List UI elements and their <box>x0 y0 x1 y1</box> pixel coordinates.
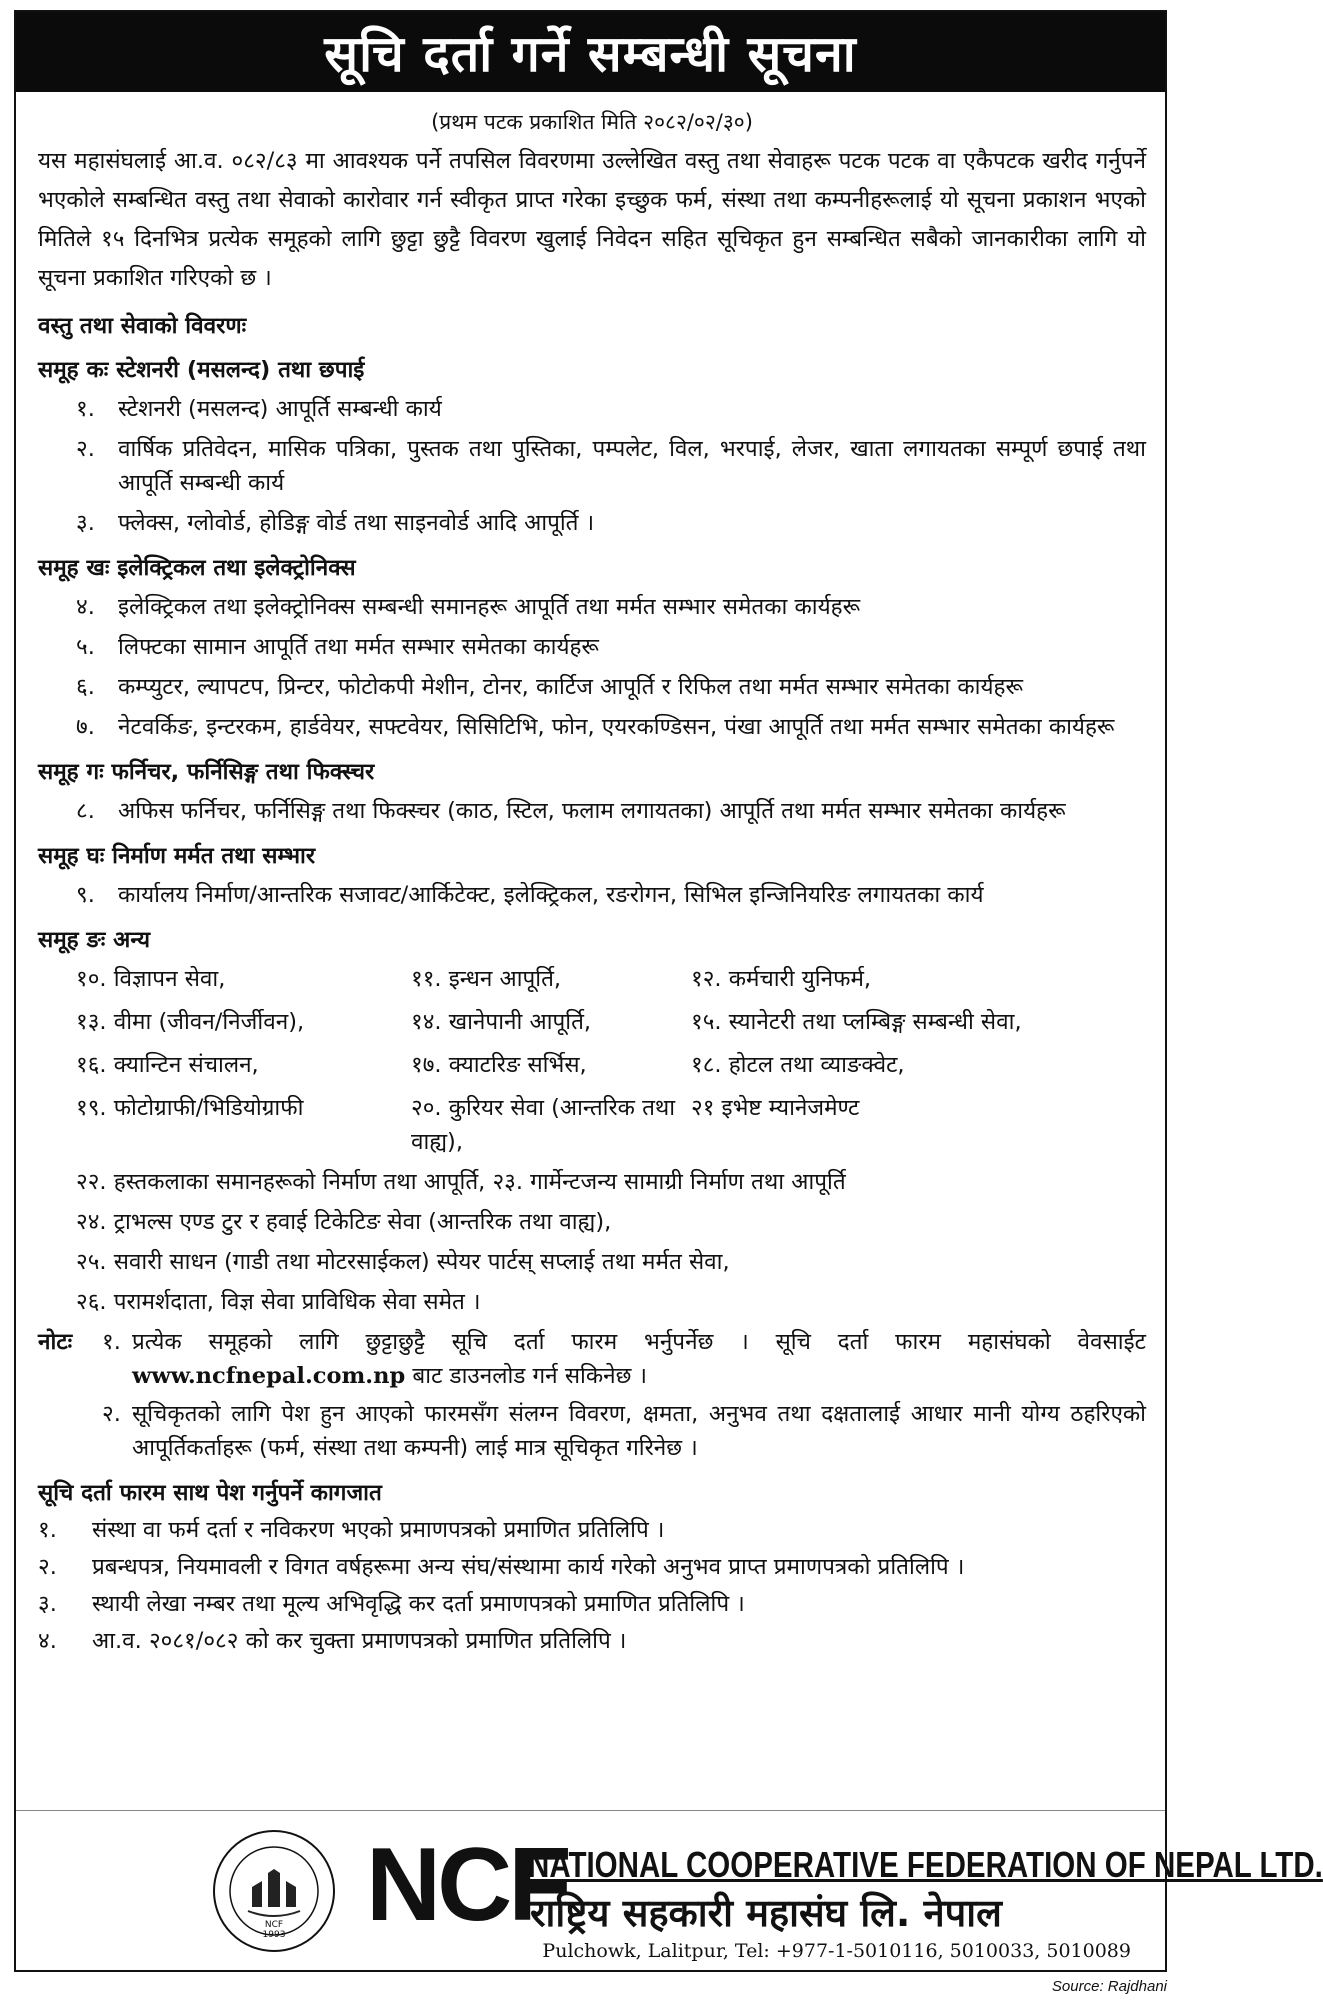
grid-item: १२. कर्मचारी युनिफर्म, <box>691 966 872 992</box>
item-number: ५. <box>76 634 95 660</box>
grid-item: १५. स्यानेटरी तथा प्लम्बिङ्ग सम्बन्धी सेवा, <box>691 1009 1022 1035</box>
group-e-row: २४. ट्राभल्स एण्ड टुर र हवाई टिकेटिङ सेवा (आन्तरिक तथा वाह्य), <box>76 1209 612 1235</box>
item-number: ८. <box>76 798 95 824</box>
grid-item: १८. होटल तथा व्याङक्वेट, <box>691 1052 905 1078</box>
website-link[interactable]: www.ncfnepal.com.np <box>132 1363 406 1389</box>
item-number: ९. <box>76 882 95 908</box>
item-text: अफिस फर्निचर, फर्निसिङ्ग तथा फिक्स्चर (काठ, स्टिल, फलाम लगायतका) आपूर्ति तथा मर्मत सम्भार समेतका कार्यहरू <box>118 798 1066 824</box>
list-item <box>38 506 1146 540</box>
item-text: लिफ्टका सामान आपूर्ति तथा मर्मत सम्भार समेतका कार्यहरू <box>118 634 599 660</box>
note-item <box>38 1397 1146 1465</box>
note-number: १. <box>102 1329 121 1355</box>
item-text: इलेक्ट्रिकल तथा इलेक्ट्रोनिक्स सम्बन्धी समानहरू आपूर्ति तथा मर्मत सम्भार समेतका कार्यहरू <box>118 594 861 620</box>
notice-frame <box>14 10 1323 1972</box>
organization-footer <box>16 1810 1323 1971</box>
grid-item: २१ इभेष्ट म्यानेजमेण्ट <box>691 1095 860 1121</box>
note-label: नोटः <box>38 1329 73 1355</box>
group-e-row: २६. परामर्शदाता, विज्ञ सेवा प्राविधिक सेवा समेत । <box>76 1289 481 1315</box>
item-number: १. <box>38 1517 57 1543</box>
list-item <box>38 670 1146 704</box>
document-item <box>38 1550 1146 1584</box>
grid-item: १६. क्यान्टिन संचालन, <box>76 1052 259 1078</box>
list-item <box>38 392 1146 426</box>
group-b-heading: समूह खः इलेक्ट्रिकल तथा इलेक्ट्रोनिक्स <box>38 555 356 581</box>
item-text: स्टेशनरी (मसलन्द) आपूर्ति सम्बन्धी कार्य <box>118 396 442 422</box>
grid-item: १७. क्याटरिङ सर्भिस, <box>411 1052 587 1078</box>
organization-name-english: NATIONAL COOPERATIVE FEDERATION OF NEPAL LTD. <box>528 1844 1323 1885</box>
notice-title: सूचि दर्ता गर्ने सम्बन्धी सूचना <box>16 12 1165 92</box>
note-number: २. <box>102 1401 121 1427</box>
note-text: सूचिकृतको लागि पेश हुन आएको फारमसँग संलग्न विवरण, क्षमता, अनुभव तथा दक्षतालाई आधार मानी योग्य ठहरिएको आपूर्तिकर्ताहरू (फर्म, संस्था तथा कम्पनी) लाई मात्र सूचिकृत गरिनेछ । <box>132 1401 1146 1461</box>
list-item <box>38 590 1146 624</box>
item-number: २. <box>76 436 95 462</box>
list-item <box>38 432 1146 500</box>
grid-item: १३. वीमा (जीवन/निर्जीवन), <box>76 1009 305 1035</box>
item-text: वार्षिक प्रतिवेदन, मासिक पत्रिका, पुस्तक तथा पुस्तिका, पम्पलेट, विल, भरपाई, लेजर, खाता लगायतका सम्पूर्ण छपाई तथा आपूर्ति सम्बन्धी कार्य <box>118 436 1146 496</box>
item-number: २. <box>38 1554 57 1580</box>
group-d-heading: समूह घः निर्माण मर्मत तथा सम्भार <box>38 843 316 869</box>
note-text-tail: बाट डाउनलोड गर्न सकिनेछ । <box>412 1363 648 1389</box>
document-item <box>38 1624 1146 1658</box>
note-section <box>38 1325 1146 1465</box>
group-e-row: २२. हस्तकलाका समानहरूको निर्माण तथा आपूर्ति, २३. गार्मेन्टजन्य सामाग्री निर्माण तथा आपूर्ति <box>76 1169 846 1195</box>
grid-item: १०. विज्ञापन सेवा, <box>76 966 226 992</box>
seal-year-text: 1993 <box>262 1930 286 1940</box>
item-text: संस्था वा फर्म दर्ता र नविकरण भएको प्रमाणपत्रको प्रमाणित प्रतिलिपि । <box>92 1517 665 1543</box>
group-e-row: २५. सवारी साधन (गाडी तथा मोटरसाईकल) स्पेयर पार्टस् सप्लाई तथा मर्मत सेवा, <box>76 1249 730 1275</box>
item-number: ४. <box>38 1628 57 1654</box>
ncf-seal-logo <box>212 1829 336 1953</box>
item-number: ३. <box>76 510 95 536</box>
item-text: आ.व. २०८१/०८२ को कर चुक्ता प्रमाणपत्रको प्रमाणित प्रतिलिपि । <box>92 1628 627 1654</box>
item-text: नेटवर्किङ, इन्टरकम, हार्डवेयर, सफ्टवेयर, सिसिटिभि, फोन, एयरकण्डिसन, पंखा आपूर्ति तथा मर्मत सम्भार समेतका कार्यहरू <box>118 714 1115 740</box>
notice-content <box>38 104 1146 1661</box>
goods-heading: वस्तु तथा सेवाको विवरणः <box>38 313 247 339</box>
list-item <box>38 630 1146 664</box>
grid-item: ११. इन्धन आपूर्ति, <box>411 966 562 992</box>
grid-item: १९. फोटोग्राफी/भिडियोग्राफी <box>76 1095 304 1121</box>
item-text: कम्प्युटर, ल्यापटप, प्रिन्टर, फोटोकपी मेशीन, टोनर, कार्टिज आपूर्ति र रिफिल तथा मर्मत सम्भार समेतका कार्यहरू <box>118 674 1023 700</box>
documents-heading: सूचि दर्ता फारम साथ पेश गर्नुपर्ने कागजात <box>38 1480 382 1506</box>
organization-name-nepali: राष्ट्रिय सहकारी महासंघ लि. नेपाल <box>530 1891 1002 1935</box>
group-c-heading: समूह गः फर्निचर, फर्निसिङ्ग तथा फिक्स्चर <box>38 759 375 785</box>
item-text: कार्यालय निर्माण/आन्तरिक सजावट/आर्किटेक्ट, इलेक्ट्रिकल, रङरोगन, सिभिल इन्जिनियरिङ लगायतका कार्य <box>118 882 984 908</box>
note-text <box>132 1325 1146 1393</box>
intro-paragraph: यस महासंघलाई आ.व. ०८२/८३ मा आवश्यक पर्ने तपसिल विवरणमा उल्लेखित वस्तु तथा सेवाहरू पटक पटक वा एकैपटक खरीद गर्नुपर्ने भएकोले सम्बन्धित वस्तु तथा सेवाको कारोवार गर्न स्वीकृत प्राप्त गरेका इच्छुक फर्म, संस्था तथा कम्पनीहरूलाई यो सूचना प्रकाशन भएको मितिले १५ दिनभित्र प्रत्येक समूहको लागि छुट्टा छुट्टै विवरण खुलाई निवेदन सहित सूचिकृत हुन सम्बन्धित सबैको जानकारीका लागि यो सूचना प्रकाशित गरिएको छ । <box>38 148 1146 291</box>
item-number: ७. <box>76 714 95 740</box>
seal-center-text: NCF <box>264 1920 284 1930</box>
grid-item: १४. खानेपानी आपूर्ति, <box>411 1009 592 1035</box>
organization-address: Pulchowk, Lalitpur, Tel: +977-1-5010116, 5010033, 5010089 <box>542 1940 1131 1962</box>
group-e-grid <box>38 962 1146 1159</box>
list-item <box>38 878 1146 912</box>
group-a-heading: समूह कः स्टेशनरी (मसलन्द) तथा छपाई <box>38 357 365 383</box>
source-credit: Source: Rajdhani <box>1051 1978 1167 1995</box>
document-item <box>38 1513 1146 1547</box>
item-text: फ्लेक्स, ग्लोवोर्ड, होडिङ्ग वोर्ड तथा साइनवोर्ड आदि आपूर्ति । <box>118 510 595 536</box>
document-item <box>38 1587 1146 1621</box>
group-e-heading: समूह ङः अन्य <box>38 927 151 953</box>
item-number: १. <box>76 396 95 422</box>
item-number: ३. <box>38 1591 57 1617</box>
note-text-body: प्रत्येक समूहको लागि छुट्टाछुट्टै सूचि दर्ता फारम भर्नुपर्नेछ । सूचि दर्ता फारम महासंघको वेवसाईट <box>132 1329 1146 1355</box>
item-number: ६. <box>76 674 95 700</box>
list-item <box>38 794 1146 828</box>
note-item <box>38 1325 1146 1393</box>
grid-item: २०. कुरियर सेवा (आन्तरिक तथा वाह्य), <box>411 1095 676 1155</box>
item-text: स्थायी लेखा नम्बर तथा मूल्य अभिवृद्धि कर दर्ता प्रमाणपत्रको प्रमाणित प्रतिलिपि । <box>92 1591 745 1617</box>
list-item <box>38 710 1146 744</box>
ncf-wordmark: NCF <box>366 1827 568 1943</box>
first-published-date: (प्रथम पटक प्रकाशित मिति २०८२/०२/३०) <box>431 110 753 134</box>
item-number: ४. <box>76 594 95 620</box>
item-text: प्रबन्धपत्र, नियमावली र विगत वर्षहरूमा अन्य संघ/संस्थामा कार्य गरेको अनुभव प्राप्त प्रमाणपत्रको प्रतिलिपि । <box>92 1554 965 1580</box>
